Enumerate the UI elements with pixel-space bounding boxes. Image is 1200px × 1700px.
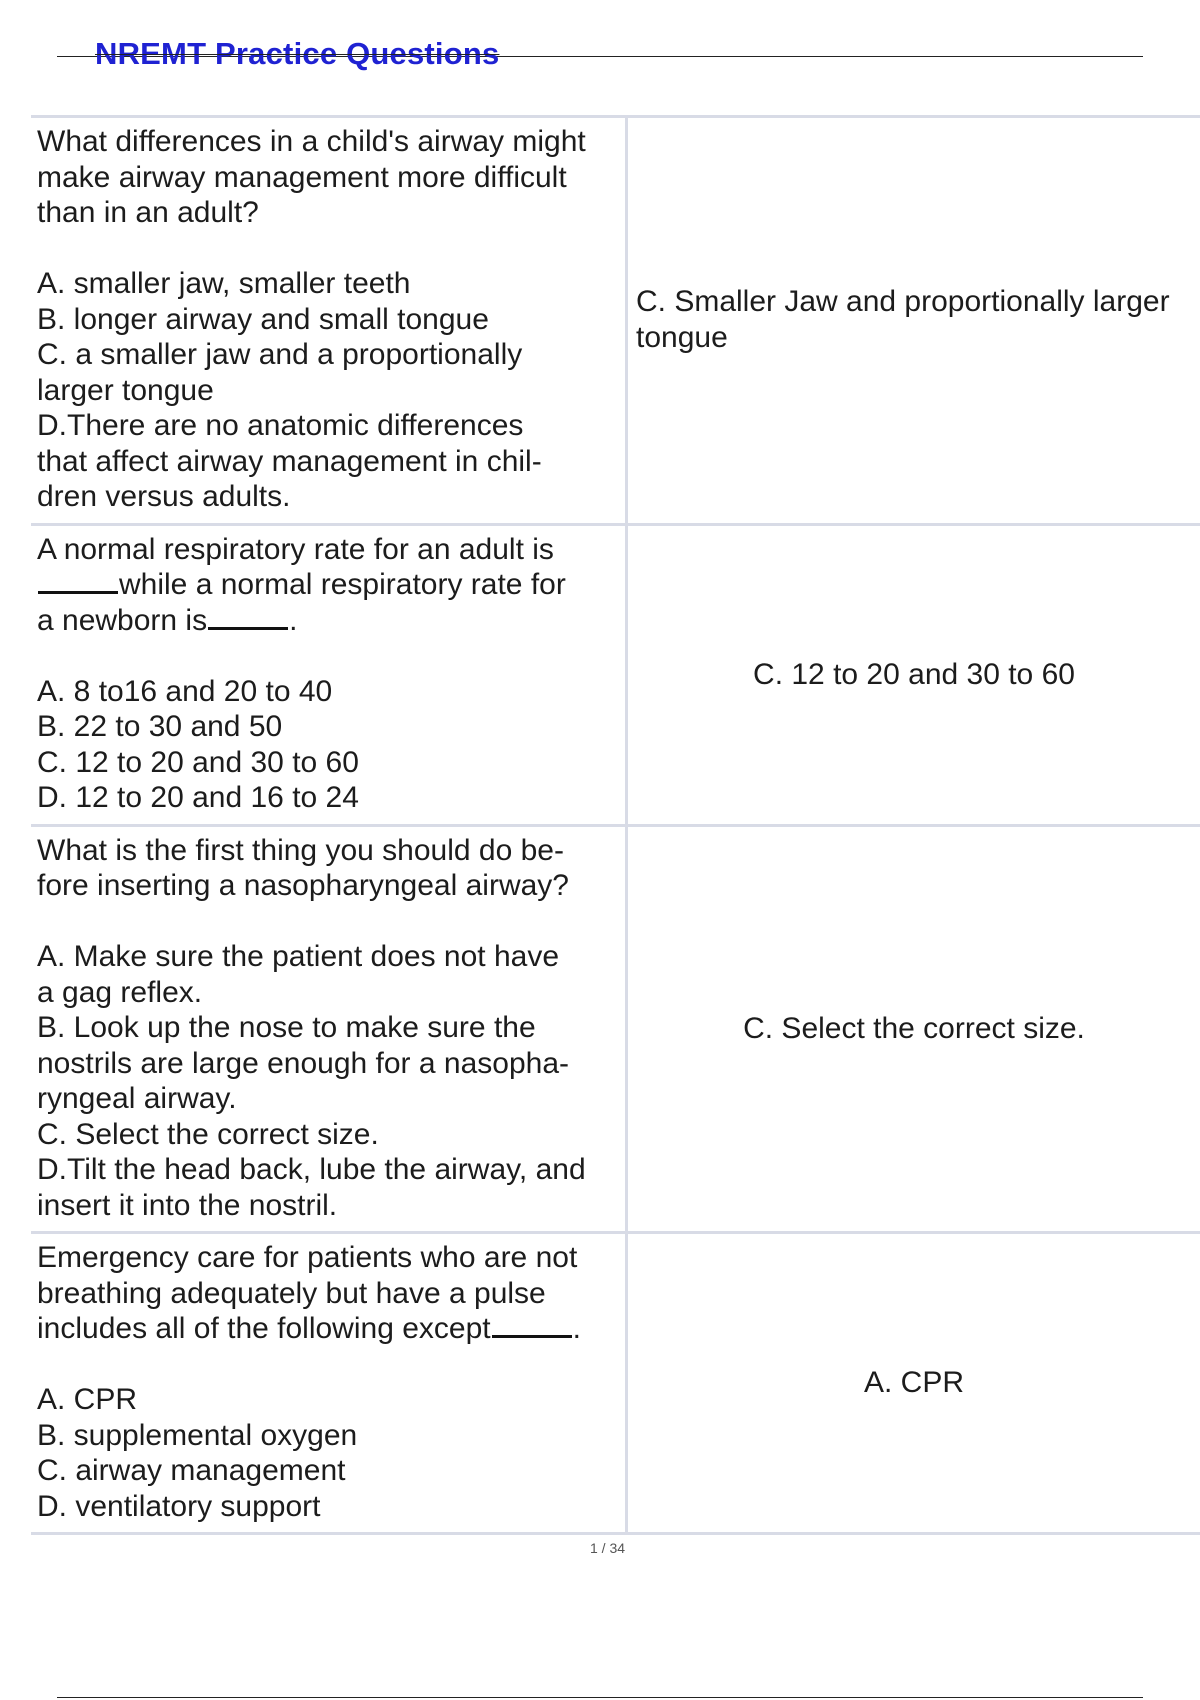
choice-a: A. CPR	[37, 1383, 138, 1416]
choice-c: C. Select the correct size.	[37, 1117, 379, 1151]
answer-choices: A. Make sure the patient does not have a gag reflex. B. Look up the nose to make sure the nostrils are large enough for a nasopha- ryngeal airway. C. Select the correct size. D.Tilt the head back, lube the airway, and insert it into the nostril.	[37, 940, 586, 1222]
fill-in-blank	[38, 591, 118, 594]
answer-choices	[37, 1382, 619, 1524]
footer-rule	[57, 1697, 1143, 1698]
question-row	[31, 117, 1200, 525]
choice-a: A. 8 to16 and 20 to 40	[37, 674, 333, 708]
choice-d: D. ventilatory support	[37, 1489, 321, 1523]
fill-in-blank	[492, 1335, 572, 1338]
choice-b: B. Look up the nose to make sure the	[37, 1011, 536, 1044]
choice-c: C. 12 to 20 and 30 to 60	[37, 745, 359, 779]
question-cell	[31, 117, 627, 525]
answer-choices: A. smaller jaw, smaller teeth B. longer airway and small tongue C. a smaller jaw and a proportionally larger tongue D.There are no anatomic differences that affect airway management in chil- dren versus adults.	[37, 267, 542, 513]
question-cell	[31, 1233, 627, 1534]
answer-cell	[627, 117, 1200, 525]
answer-cell	[627, 1233, 1200, 1534]
choice-b: B. longer airway and small tongue	[37, 302, 489, 336]
page-number: 1 / 34	[590, 1540, 626, 1556]
choice-a: A. smaller jaw, smaller teeth	[37, 267, 411, 300]
question-table	[31, 115, 1200, 1535]
question-stem: What is the first thing you should do be- fore inserting a nasopharyngeal airway?	[37, 833, 569, 902]
question-stem: A normal respiratory rate for an adult is while a normal respiratory rate for a newborn is .	[37, 532, 566, 637]
fill-in-blank	[208, 627, 288, 630]
question-stem: What differences in a child's airway might make airway management more difficult than in an adult?	[37, 125, 586, 229]
choice-a: A. Make sure the patient does not have	[37, 940, 559, 973]
answer-text: C. Select the correct size.	[743, 1011, 1085, 1045]
choice-d: D.Tilt the head back, lube the airway, and	[37, 1153, 586, 1186]
answer-cell	[627, 524, 1200, 825]
choice-b: B. supplemental oxygen	[37, 1418, 358, 1452]
question-row	[31, 1233, 1200, 1534]
choice-d: D. 12 to 20 and 16 to 24	[37, 781, 359, 814]
answer-choices	[37, 674, 619, 816]
page-title: NREMT Practice Questions	[95, 36, 500, 71]
choice-c: C. airway management	[37, 1454, 346, 1487]
answer-text: C. 12 to 20 and 30 to 60	[753, 657, 1075, 691]
question-stem: Emergency care for patients who are not breathing adequately but have a pulse includes all of the following except .	[37, 1241, 581, 1345]
question-row	[31, 825, 1200, 1233]
choice-c: C. a smaller jaw and a proportionally	[37, 338, 523, 371]
choice-b: B. 22 to 30 and 50	[37, 710, 283, 743]
question-cell	[31, 524, 627, 825]
choice-d: D.There are no anatomic differences	[37, 409, 524, 442]
answer-cell	[627, 825, 1200, 1233]
answer-text: C. Smaller Jaw and proportionally larger tongue	[636, 285, 1170, 355]
answer-text: A. CPR	[863, 1366, 965, 1399]
question-cell	[31, 825, 627, 1233]
page-header	[57, 28, 1143, 71]
question-row	[31, 524, 1200, 825]
